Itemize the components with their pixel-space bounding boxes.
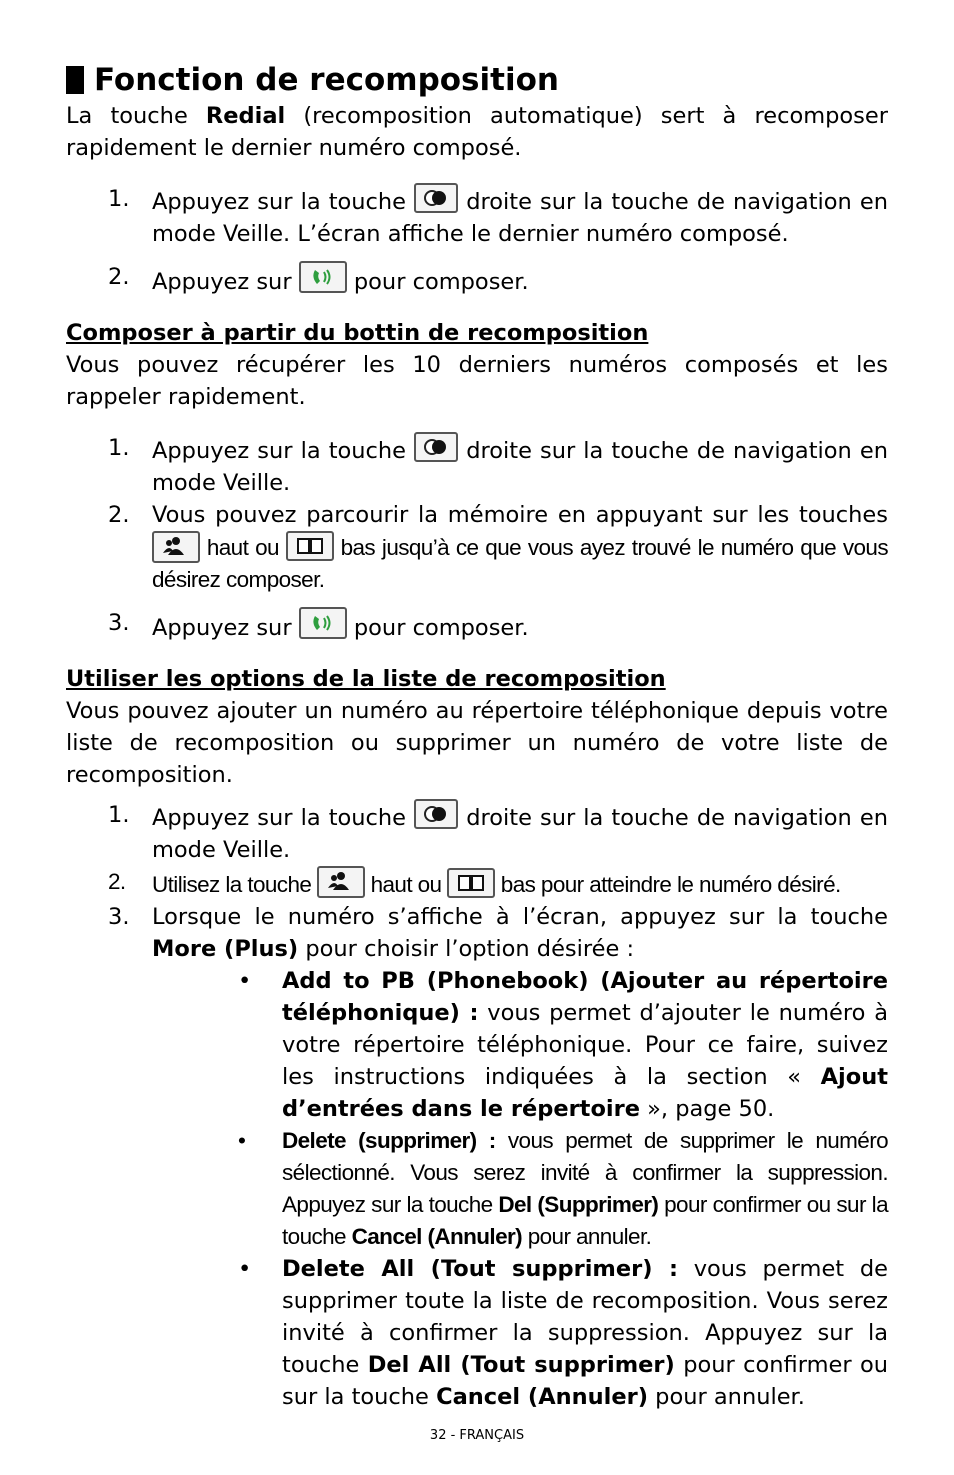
redial-list-steps xyxy=(66,432,888,644)
option-text: vous permet de supprimer toute la liste de recomposition. Vous serez invité à confirmer la suppression. Appuyez sur la touche xyxy=(282,1256,889,1378)
redial-steps xyxy=(66,183,888,298)
right-softkey-icon xyxy=(414,799,458,829)
step-text: Lorsque le numéro s’affiche à l’écran, appuyez sur la touche xyxy=(152,904,888,930)
list-item xyxy=(66,799,888,866)
redial-options-steps xyxy=(66,799,888,965)
key-label: Del All (Tout supprimer) xyxy=(367,1352,675,1378)
phonebook-down-key-icon xyxy=(286,531,334,561)
step-number: 3. xyxy=(108,610,130,636)
step-text: droite sur la touche de navigation en mode Veille. L’écran affiche le dernier numéro composé. xyxy=(152,189,888,247)
key-label: Del (Supprimer) xyxy=(498,1192,659,1217)
intro-paragraph xyxy=(66,100,888,164)
intro-text: (recomposition automatique) sert à recomposer rapidement le dernier numéro composé. xyxy=(66,103,888,161)
page-title xyxy=(66,60,888,100)
option-text: », page 50. xyxy=(639,1096,775,1122)
step-number: 2. xyxy=(108,264,130,290)
contact-up-key-icon xyxy=(317,866,365,898)
step-text: Appuyez sur la touche xyxy=(152,805,415,831)
intro-text: La touche xyxy=(66,103,206,129)
option-text: pour confirmer ou sur la touche xyxy=(282,1192,888,1249)
bullet: • xyxy=(238,1256,252,1282)
talk-key-icon xyxy=(299,261,347,293)
step-text: Appuyez sur xyxy=(152,615,299,641)
section-heading-redial-list: Composer à partir du bottin de recomposition xyxy=(66,320,649,346)
option-text: pour annuler. xyxy=(648,1384,805,1410)
list-item xyxy=(66,499,888,596)
more-key-label: More (Plus) xyxy=(152,936,299,962)
phonebook-down-key-icon xyxy=(447,868,495,898)
section2-intro: Vous pouvez récupérer les 10 derniers numéros composés et les rappeler rapidement. xyxy=(66,352,888,410)
bullet: • xyxy=(238,968,252,994)
option-label: Delete (supprimer) : xyxy=(282,1128,496,1153)
option-text: vous permet de supprimer le numéro sélectionné. Vous serez invité à confirmer la suppression. Appuyez sur la touche xyxy=(282,1128,889,1217)
step-number: 2. xyxy=(108,869,126,894)
step-text: Appuyez sur la touche xyxy=(152,438,415,464)
right-softkey-icon xyxy=(414,183,458,213)
step-text: haut ou xyxy=(200,535,286,560)
contact-up-key-icon xyxy=(152,531,200,563)
step-number: 1. xyxy=(108,186,130,212)
step-text: Appuyez sur la touche xyxy=(152,189,415,215)
list-item xyxy=(66,866,888,901)
talk-key-icon xyxy=(299,607,347,639)
option-label: Add to PB (Phonebook) (Ajouter au répertoire téléphonique) : xyxy=(282,968,888,1026)
step-text: bas pour atteindre le numéro désiré. xyxy=(495,872,841,897)
list-item xyxy=(66,183,888,250)
step-text: haut ou xyxy=(364,872,448,897)
list-item xyxy=(66,432,888,499)
list-item xyxy=(66,1125,888,1253)
list-item xyxy=(66,607,888,644)
step-number: 2. xyxy=(108,502,130,528)
key-label: Cancel (Annuler) xyxy=(436,1384,649,1410)
step-text: droite sur la touche de navigation en mode Veille. xyxy=(152,438,888,496)
page-title-text: Fonction de recomposition xyxy=(94,62,559,98)
step-text: bas jusqu’à ce que vous ayez trouvé le numéro que vous désirez composer. xyxy=(152,535,888,592)
right-softkey-icon xyxy=(414,432,458,462)
option-text: pour confirmer ou sur la touche xyxy=(282,1352,888,1410)
redial-key-label: Redial xyxy=(205,103,286,129)
option-label: Delete All (Tout supprimer) : xyxy=(282,1256,678,1282)
step-text: Utilisez la touche xyxy=(152,872,317,897)
step-number: 3. xyxy=(108,904,130,930)
list-item xyxy=(66,901,888,965)
step-number: 1. xyxy=(108,435,130,461)
step-text: pour composer. xyxy=(346,615,529,641)
options-list xyxy=(66,965,888,1413)
key-label: Cancel (Annuler) xyxy=(351,1224,523,1249)
list-item xyxy=(66,1253,888,1413)
step-text: droite sur la touche de navigation en mode Veille. xyxy=(152,805,888,863)
cross-reference: Ajout d’entrées dans le répertoire xyxy=(282,1064,888,1122)
option-text: pour annuler. xyxy=(522,1224,652,1249)
page-footer: 32 - FRANÇAIS xyxy=(429,1428,525,1443)
section3-intro: Vous pouvez ajouter un numéro au répertoire téléphonique depuis votre liste de recomposition ou supprimer un numéro de votre liste de recomposition. xyxy=(66,698,888,788)
bullet: • xyxy=(238,1128,246,1153)
step-text: pour choisir l’option désirée : xyxy=(298,936,635,962)
step-text: pour composer. xyxy=(346,269,529,295)
option-text: vous permet d’ajouter le numéro à votre répertoire téléphonique. Pour ce faire, suivez les instructions indiquées à la section « xyxy=(282,1000,888,1090)
section-heading-redial-options: Utiliser les options de la liste de recomposition xyxy=(66,666,666,692)
step-text: Vous pouvez parcourir la mémoire en appuyant sur les touches xyxy=(152,502,888,528)
manual-page xyxy=(66,60,888,1413)
list-item xyxy=(66,965,888,1125)
title-bar-marker xyxy=(66,66,84,94)
list-item xyxy=(66,261,888,298)
step-text: Appuyez sur xyxy=(152,269,299,295)
step-number: 1. xyxy=(108,802,130,828)
